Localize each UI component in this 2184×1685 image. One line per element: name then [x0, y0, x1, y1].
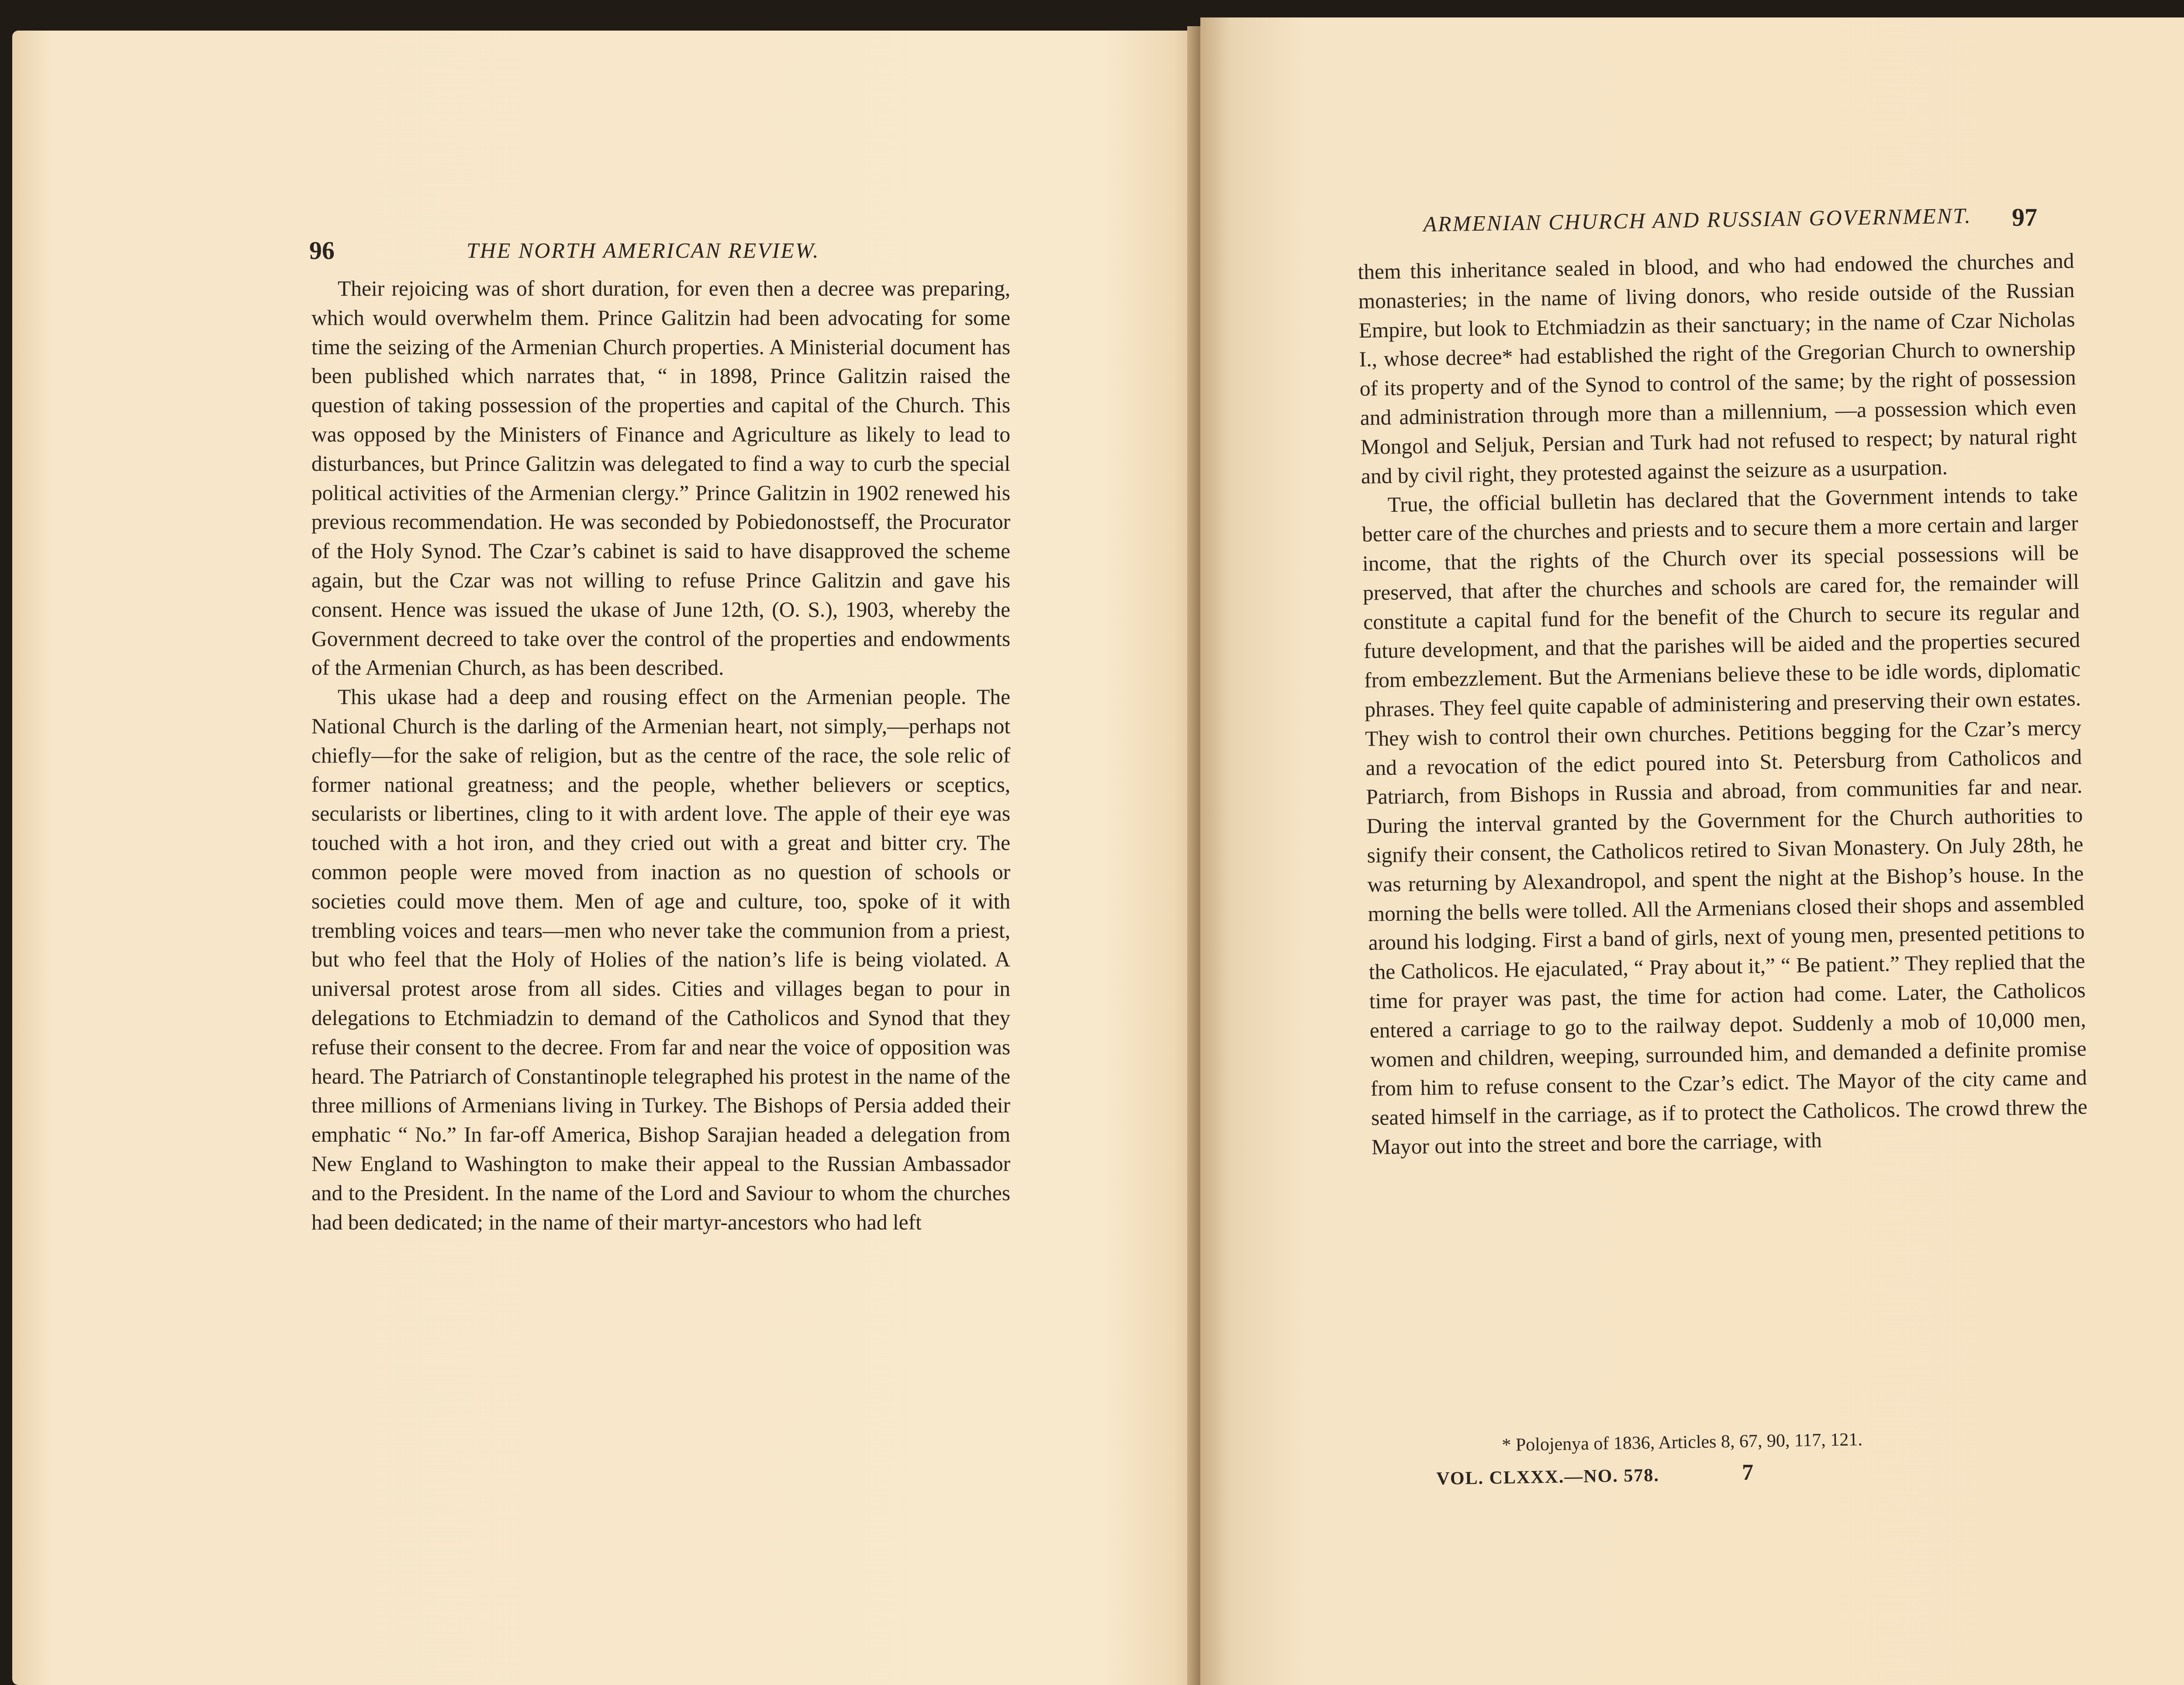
paragraph: them this inheritance sealed in blood, and who had endowed the churches and monasteries; in the name of living donors, who reside outside of the Russian Empire, but look to Etchmiadzin as their sanctuary; in the name of Czar Nicholas I., whose decree* had established the right of the Gregorian Church to ownership of its property and of the Synod to control of the same; by the right of possession and administration through more than a millennium, —a possession which even Mongol and Seljuk, Persian and Turk had not refused to respect; by natural right and by civil right, they protested against the seizure as a usurpation.	[1358, 249, 2077, 488]
paragraph: This ukase had a deep and rousing effect on the Armenian people. The National Church is the darling of the Armenian heart, not simply,—perhaps not chiefly—for the sake of religion, but as the centre of the race, the sole relic of former national greatness; and the people, whether believers or sceptics, secularists or libertines, cling to it with ardent love. The apple of their eye was touched with a hot iron, and they cried out with a great and bitter cry. The common people were moved from inaction as no question of schools or societies could move them. Men of age and culture, too, spoke of it with trembling voices and tears—men who never take the communion from a priest, but who feel that the Holy of Holies of the nation’s life is being violated. A universal protest arose from all sides. Cities and villages began to pour in delegations to Etchmiadzin to demand of the Catholicos and Synod that they refuse their consent to the decree. From far and near the voice of opposition was heard. The Patriarch of Constantinople telegraphed his protest in the name of the three millions of Armenians living in Turkey. The Bishops of Persia added their emphatic “ No.” In far-off America, Bishop Sarajian headed a delegation from New England to Washington to make their appeal to the Russian Ambassador and to the President. In the name of the Lord and Saviour to whom the churches had been dedicated; in the name of their martyr-ancestors who had left	[311, 685, 1010, 1234]
sheet-mark: 7	[1742, 1460, 1753, 1485]
page-number: 97	[2012, 203, 2037, 231]
body-text	[1358, 246, 2088, 1162]
running-head: THE NORTH AMERICAN REVIEW.	[467, 238, 820, 262]
footnote: * Polojenya of 1836, Articles 8, 67, 90, 117, 121.	[1502, 1429, 1863, 1455]
page-number: 96	[309, 236, 335, 265]
body-text	[311, 274, 1010, 1237]
left-page	[12, 31, 1200, 1685]
paragraph: True, the official bulletin has declared that the Government intends to take better care of the churches and priests and to secure them a more certain and larger income, that the rights of the Church over its special possessions will be preserved, that after the churches and schools are cared for, the remainder will constitute a capital fund for the benefit of the Church to secure its regular and future development, and that the parishes will be aided and the properties secured from embezzlement. But the Armenians believe these to be idle words, diplomatic phrases. They feel quite capable of administering and preserving their own estates. They wish to control their own churches. Petitions begging for the Czar’s mercy and a revocation of the edict poured into St. Petersburg from Catholicos and Patriarch, from Bishops in Russia and abroad, from communities far and near. During the interval granted by the Government for the Church authorities to signify their consent, the Catholicos retired to Sivan Monastery. On July 28th, he was returning by Alexandropol, and spent the night at the Bishop’s house. In the morning the bells were tolled. All the Armenians closed their shops and assembled around his lodging. First a band of girls, next of young men, presented petitions to the Catholicos. He ejaculated, “ Pray about it,” “ Be patient.” They replied that the time for prayer was past, the time for action had come. Later, the Catholicos entered a carriage to go to the railway depot. Suddenly a mob of 10,000 men, women and children, weeping, surrounded him, and demanded a definite promise from him to refuse consent to the Czar’s edict. The Mayor of the city came and seated himself in the carriage, as if to protect the Catholicos. The crowd threw the Mayor out into the street and bore the carriage, with	[1362, 482, 2088, 1159]
running-head: ARMENIAN CHURCH AND RUSSIAN GOVERNMENT.	[1423, 203, 1972, 236]
right-page	[1200, 17, 2184, 1685]
paragraph: Their rejoicing was of short duration, for even then a decree was preparing, which would overwhelm them. Prince Galitzin had been advocating for some time the seizing of the Armenian Church properties. A Ministerial document has been published which narrates that, “ in 1898, Prince Galitzin raised the question of taking possession of the properties and capital of the Church. This was opposed by the Ministers of Finance and Agriculture as likely to lead to disturbances, but Prince Galitzin was delegated to find a way to curb the special political activities of the Armenian clergy.” Prince Galitzin in 1902 renewed his previous recommendation. He was seconded by Pobiedonostseff, the Procurator of the Holy Synod. The Czar’s cabinet is said to have disapproved the scheme again, but the Czar was not willing to refuse Prince Galitzin and gave his consent. Hence was issued the ukase of June 12th, (O. S.), 1903, whereby the Government decreed to take over the control of the properties and endowments of the Armenian Church, as has been described.	[311, 276, 1010, 680]
signature-line: VOL. CLXXX.—NO. 578.	[1436, 1465, 1660, 1489]
